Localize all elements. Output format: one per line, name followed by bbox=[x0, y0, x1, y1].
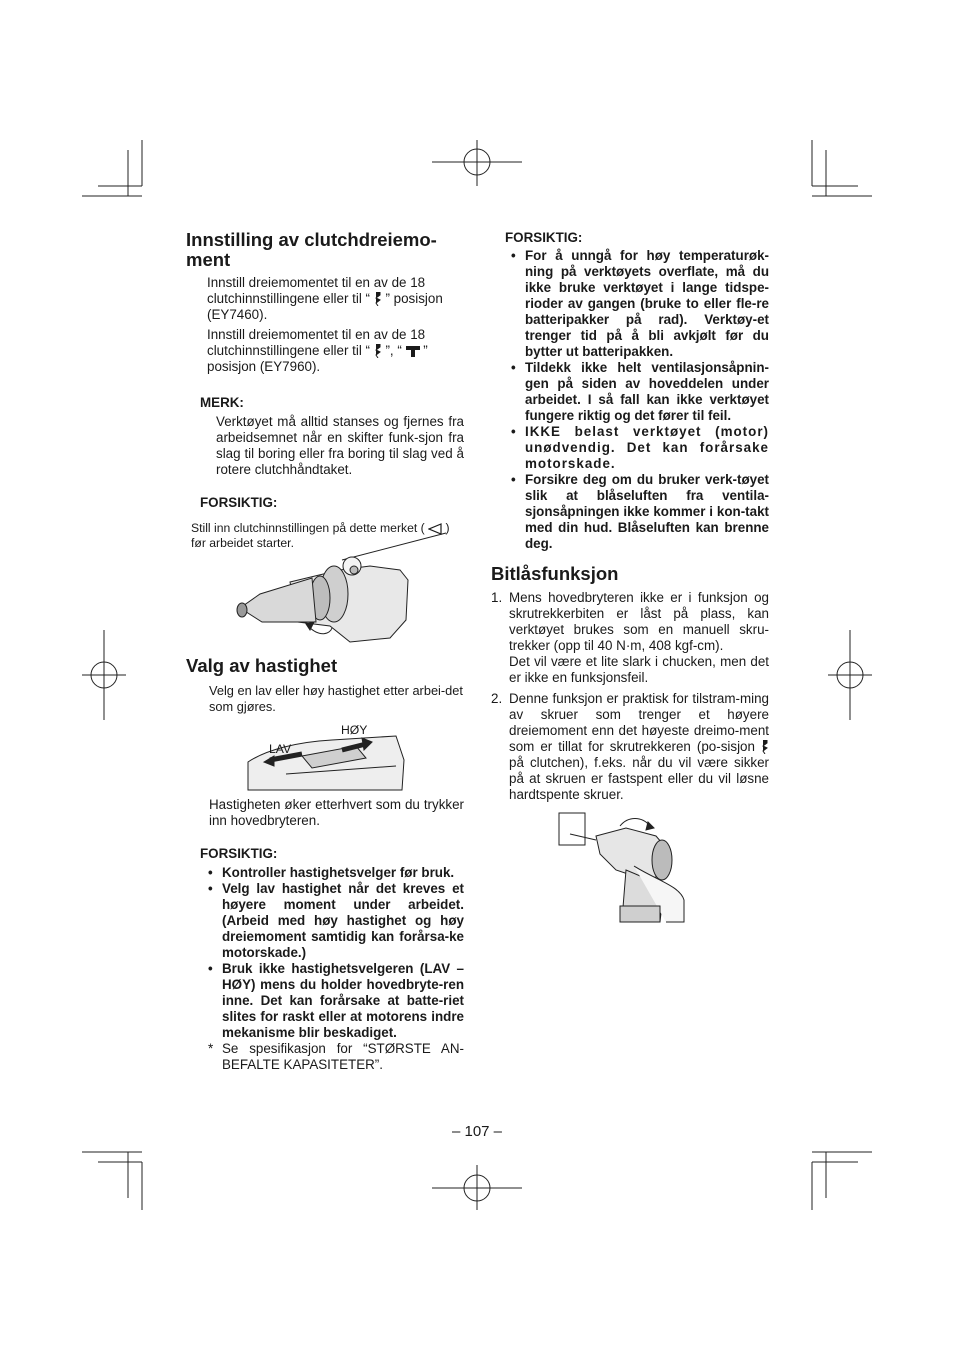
speed-intro: Velg en lav eller høy hastighet etter arbei-det som gjøres. bbox=[209, 683, 463, 714]
clutch-paragraph-1: Innstill dreiemomentet til en av de 18 clutchinnstillingene eller til “ ” posisjon (EY7460). bbox=[207, 275, 443, 322]
speed-text: Hastigheten øker etterhvert som du trykker inn hovedbryteren. bbox=[209, 797, 464, 828]
forsiktig-label-3: FORSIKTIG: bbox=[505, 230, 583, 245]
drill-clutch-illustration bbox=[230, 530, 470, 646]
left-column bbox=[186, 230, 464, 270]
speed-high-label: HØY bbox=[341, 723, 368, 737]
forsiktig-label-2: FORSIKTIG: bbox=[200, 846, 278, 861]
clutch-caption: Still inn clutchinnstillingen på dette merket ( ) før arbeidet starter. bbox=[191, 521, 450, 550]
clutch-paragraph-2: Innstill dreiemomentet til en av de 18 clutchinnstillingene eller til “ ”, “ ” posisjon (EY7960). bbox=[207, 327, 428, 374]
footnote: * Se spesifikasjon for “STØRSTE AN-BEFALTE KAPASITETER”. bbox=[208, 1041, 464, 1072]
list-item: • Velg lav hastighet når det kreves et høyere moment under arbeidet. (Arbeid med høy hastighet og høy dreiemoment samtidig kan forårsa-ke motorskade.) bbox=[208, 881, 464, 960]
caution-list bbox=[511, 248, 769, 552]
right-caution-section bbox=[505, 230, 769, 552]
list-item: 2. Denne funksjon er praktisk for tilstram-ming av skruer som trenger et høyere dreiemoment enn det høyeste dreimo-ment som er tillat for skrutrekkeren (po-sisjon på clutchen), f.eks. når du vil være sikker på at skruen er fastspent eller du vil løsne hardtspente skruer. bbox=[491, 691, 769, 802]
drill-bit-icon bbox=[374, 292, 382, 306]
list-item: • Kontroller hastighetsvelger før bruk. bbox=[208, 865, 455, 880]
list-item: • Tildekk ikke helt ventilasjonsåpnin-gen på siden av hoveddelen under arbeidet. I så fall kan ikke verktøyet fungere riktig og det fører til feil. bbox=[511, 360, 769, 423]
speed-heading: Valg av hastighet bbox=[186, 655, 338, 676]
manual-screwdriver-illustration bbox=[556, 810, 686, 924]
clutch-setting-heading: Innstilling av clutchdreiemo- ment bbox=[186, 229, 437, 270]
list-item: • IKKE belast verktøyet (motor) unødvendig. Det kan forårsake motorskade. bbox=[511, 424, 769, 471]
merk-label: MERK: bbox=[200, 395, 244, 410]
forsiktig-label-1: FORSIKTIG: bbox=[200, 495, 278, 510]
speed-caution-list bbox=[208, 865, 464, 1073]
merk-text: Verktøyet må alltid stanses og fjernes fra arbeidsemnet når en skifter funk-sjon fra slag til boring eller fra boring til slag ved å rotere clutchhåndtaket. bbox=[216, 414, 464, 477]
speed-section bbox=[186, 656, 464, 676]
bitlock-heading: Bitlåsfunksjon bbox=[491, 563, 619, 584]
list-item: • Forsikre deg om du bruker verk-tøyet slik at blåseluften fra ventila-sjonsåpningen ikke kommer i kon-takt med din hud. Blåseluften kan brenne deg. bbox=[511, 472, 769, 551]
list-item: 1. Mens hovedbryteren ikke er i funksjon og skrutrekkerbiten er låst på plass, kan verktøyet brukes som en manuell skru-trekker (opp til 40 N·m, 408 kgf-cm). Det vil være et lite slark i chucken, men det er ikke en funksjonsfeil. bbox=[491, 590, 769, 685]
list-item: • Bruk ikke hastighetsvelgeren (LAV – HØY) mens du holder hovedbryte-ren inne. Det kan forårsake at batte-riet slites for raskt eller at motorens indre mekanisme blir beskadiget. bbox=[208, 961, 464, 1040]
list-item: • For å unngå for høy temperaturøk-ning på verktøyets overflate, må du ikke bruke verktøyet i lange tidspe-rioder av gangen (bruke to eller fle-re batteripakker på rad). Verktøy-et trenger tid på å bli avkjølt før du bytter ut batteripakken. bbox=[511, 248, 769, 359]
merk-note bbox=[200, 395, 464, 478]
forsiktig-speed-section bbox=[200, 846, 464, 1073]
drill-bit-icon bbox=[374, 344, 382, 358]
drill-bit-icon bbox=[761, 740, 769, 754]
bitlock-section bbox=[491, 564, 769, 803]
hammer-icon bbox=[406, 345, 420, 357]
page-number: – 107 – bbox=[451, 1123, 503, 1140]
speed-low-label: LAV bbox=[269, 742, 292, 756]
